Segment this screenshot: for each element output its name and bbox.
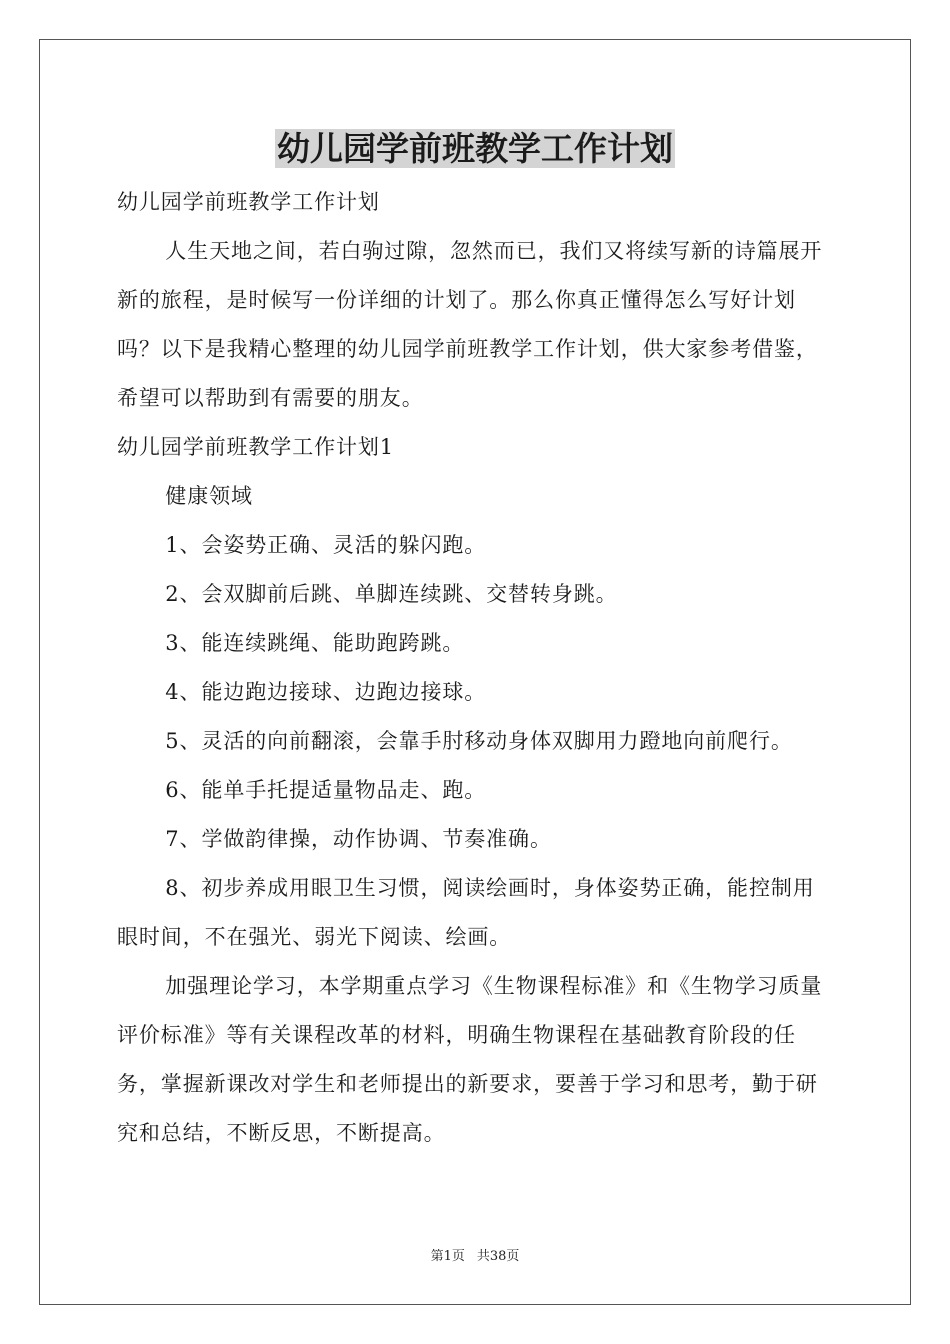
document-title-text: 幼儿园学前班教学工作计划	[277, 129, 673, 168]
intro-paragraph: 人生天地之间，若白驹过隙，忽然而已，我们又将续写新的诗篇展开新的旅程，是时候写一份详细的计划了。那么你真正懂得怎么写好计划吗？以下是我精心整理的幼儿园学前班教学工作计划，供大家参考借鉴，希望可以帮助到有需要的朋友。	[117, 239, 823, 410]
page-footer	[0, 1245, 950, 1264]
page-number-current: 第1页	[430, 1249, 465, 1264]
body-paragraph: 加强理论学习，本学期重点学习《生物课程标准》和《生物学习质量评价标准》等有关课程改革的材料，明确生物课程在基础教育阶段的任务，掌握新课改对学生和老师提出的新要求，要善于学习和思考，勤于研究和总结，不断反思，不断提高。	[117, 974, 823, 1145]
page-number-total: 共38页	[476, 1249, 520, 1264]
list-item: 1、会姿势正确、灵活的躲闪跑。	[165, 533, 487, 557]
list-item: 7、学做韵律操，动作协调、节奏准确。	[165, 827, 552, 851]
document-body	[117, 178, 833, 1158]
section-heading: 幼儿园学前班教学工作计划1	[117, 435, 395, 459]
list-item: 6、能单手托提适量物品走、跑。	[165, 778, 487, 802]
list-item: 8、初步养成用眼卫生习惯，阅读绘画时，身体姿势正确，能控制用眼时间，不在强光、弱光下阅读、绘画。	[117, 876, 815, 949]
document-title	[0, 126, 950, 172]
list-item: 3、能连续跳绳、能助跑跨跳。	[165, 631, 465, 655]
domain-heading: 健康领域	[165, 484, 253, 508]
list-item: 2、会双脚前后跳、单脚连续跳、交替转身跳。	[165, 582, 618, 606]
list-item: 5、灵活的向前翻滚，会靠手肘移动身体双脚用力蹬地向前爬行。	[165, 729, 793, 753]
list-item: 4、能边跑边接球、边跑边接球。	[165, 680, 487, 704]
subtitle-paragraph: 幼儿园学前班教学工作计划	[117, 190, 380, 214]
